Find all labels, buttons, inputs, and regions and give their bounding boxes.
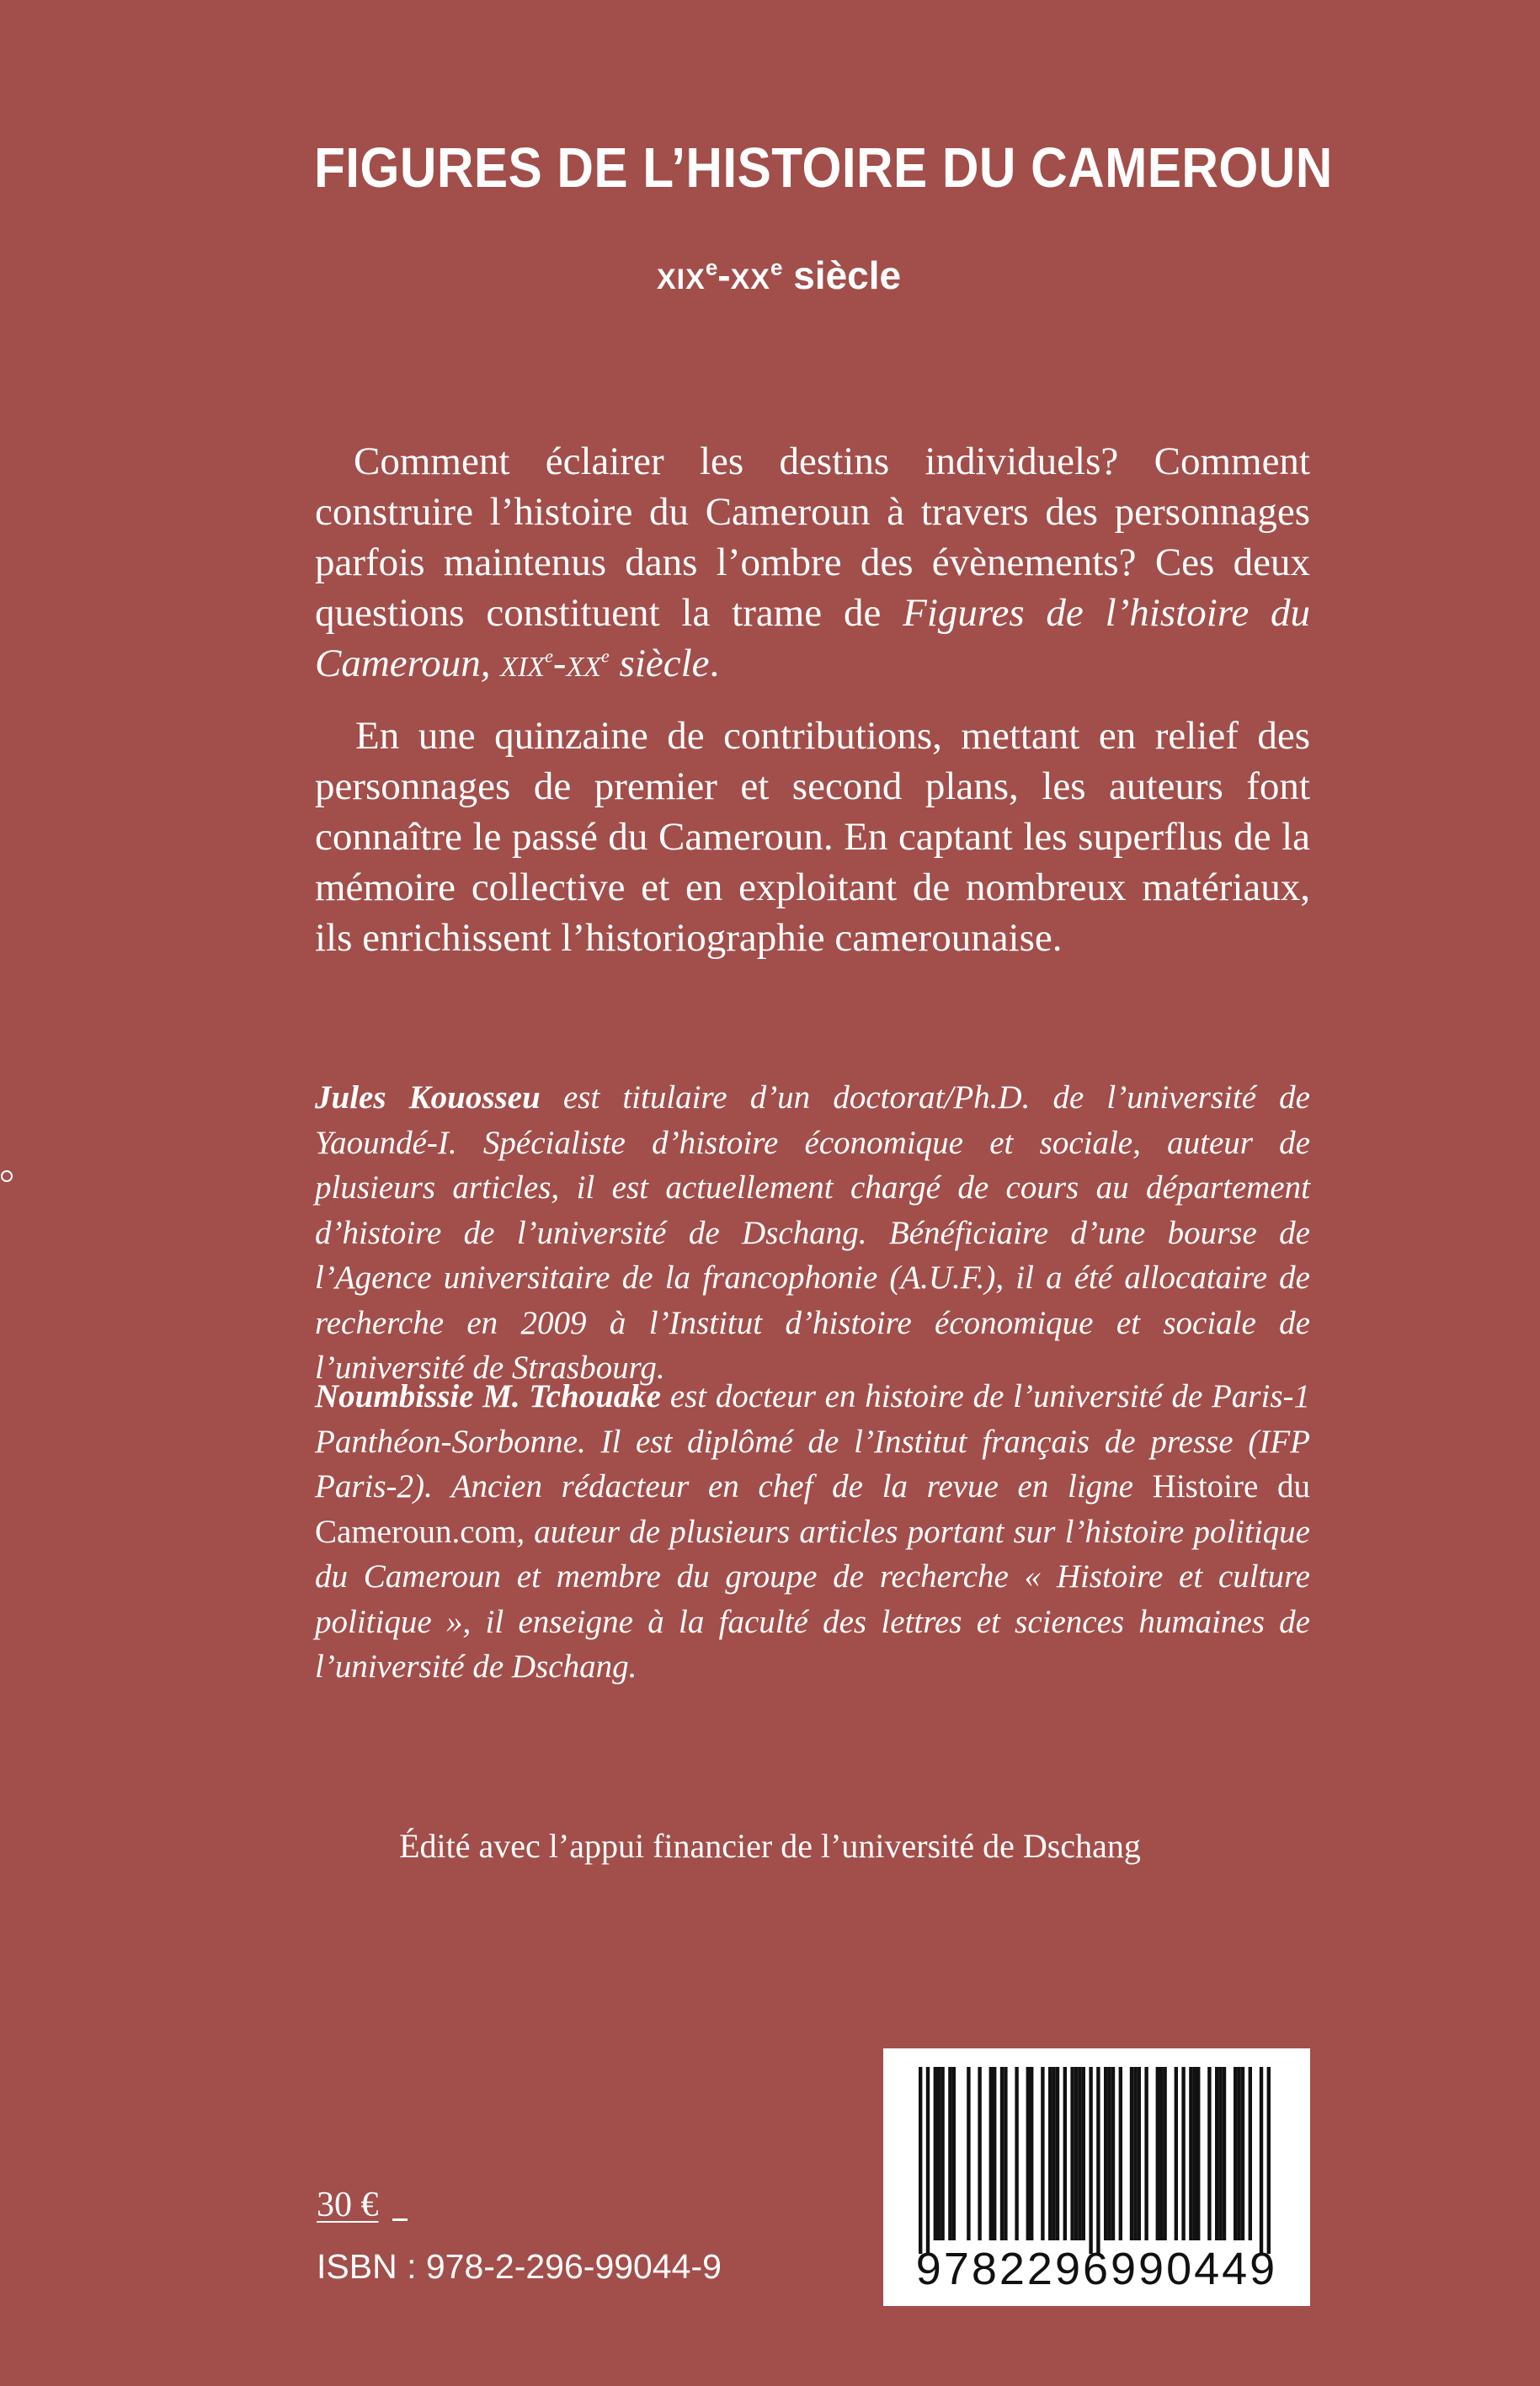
blurb <box>315 436 1310 981</box>
blurb-p1-sup-end: e <box>601 645 610 667</box>
barcode-bar <box>1074 2067 1078 2240</box>
subtitle-superscript-end: e <box>770 254 783 280</box>
barcode-bar <box>952 2067 956 2240</box>
barcode-bar <box>1015 2067 1018 2240</box>
barcode-bar <box>1130 2067 1133 2240</box>
barcode-bar <box>1249 2067 1252 2240</box>
barcode-guard-bar <box>1267 2067 1271 2254</box>
barcode-bar <box>941 2067 944 2240</box>
author-name-1: Jules Kouosseu <box>315 1079 541 1116</box>
blurb-p1-text: Comment éclairer les destins individuels? Comment construire l’histoire du Cameroun à travers des personnages parfois maintenus dans l’ombre des évènements? Ces deux questions constituent la trame de <box>315 439 1310 635</box>
blurb-p1-separator: - <box>552 642 567 685</box>
blurb-p1-title-text: Figures de l’histoire du Cameroun, <box>315 591 1310 685</box>
barcode-bar <box>1056 2067 1059 2240</box>
funding-note: Édité avec l’appui financier de l’université de Dschang <box>399 1827 1141 1865</box>
barcode-bar <box>1000 2067 1004 2240</box>
blurb-p1-century-start: XIX <box>500 652 546 683</box>
barcode-bar <box>1107 2067 1111 2240</box>
blurb-p1-end: . <box>709 642 720 685</box>
book-title: FIGURES DE L’HISTOIRE DU CAMEROUN <box>314 136 1333 200</box>
blurb-p1-sup-start: e <box>545 645 553 667</box>
barcode-bar <box>1026 2067 1030 2240</box>
barcode-bar <box>1104 2067 1107 2240</box>
barcode-bar <box>1181 2067 1185 2240</box>
blurb-paragraph-2: En une quinzaine de contributions, mettant en relief des personnages de premier et second plans, les auteurs font connaître le passé du Cameroun. En captant les superflus de la mémoire collective et en exploitant de nombreux matériaux, ils enrichissent l’historiographie camerounaise. <box>315 714 1310 960</box>
barcode-bar <box>1004 2067 1007 2240</box>
barcode-bar <box>1189 2067 1192 2240</box>
barcode-bar <box>1133 2067 1137 2240</box>
barcode-digits: 9782296990449 <box>915 2244 1278 2294</box>
barcode-bar <box>1237 2067 1240 2240</box>
subtitle-superscript-start: e <box>705 254 718 280</box>
subtitle-century-end: XX <box>730 264 770 296</box>
barcode-bar <box>1070 2067 1074 2240</box>
barcode-bar <box>1223 2067 1226 2240</box>
barcode-bar <box>1111 2067 1115 2240</box>
barcode-bar <box>1159 2067 1163 2240</box>
barcode-bar <box>948 2067 951 2240</box>
barcode-bar <box>1030 2067 1033 2240</box>
blurb-p1-italic-end: siècle <box>609 642 710 685</box>
barcode-bar <box>1082 2067 1085 2240</box>
subtitle-century-start: XIX <box>657 264 706 296</box>
barcode-bar <box>1241 2067 1244 2240</box>
book-subtitle <box>657 254 901 297</box>
barcode-bar <box>1163 2067 1166 2240</box>
barcode-guard-bar <box>1096 2067 1100 2254</box>
barcode <box>883 2048 1310 2306</box>
barcode-bar <box>1144 2067 1148 2240</box>
barcode-guard-bar <box>1260 2067 1263 2254</box>
barcode-bar <box>1207 2067 1211 2240</box>
barcode-bar <box>967 2067 970 2240</box>
barcode-bar <box>1215 2067 1218 2240</box>
barcode-bar <box>993 2067 996 2240</box>
isbn-label: ISBN : 978-2-296-99044-9 <box>317 2247 722 2286</box>
barcode-bar <box>1218 2067 1222 2240</box>
registration-mark-icon <box>1 1170 13 1182</box>
barcode-bar <box>1078 2067 1081 2240</box>
price-value: 30 <box>317 2186 352 2224</box>
barcode-bar <box>1052 2067 1055 2240</box>
barcode-bar <box>1234 2067 1237 2240</box>
barcode-guard-bar <box>919 2067 922 2254</box>
price-currency: € <box>360 2186 379 2224</box>
author-bio-text-2-website: Histoire du Cameroun.com <box>315 1468 1310 1550</box>
blurb-paragraph-1 <box>315 436 1310 693</box>
price <box>317 2184 408 2226</box>
author-bio-text-2-start: est docteur en histoire de l’université de Paris-1 Panthéon-Sorbonne. Il est diplômé de l’Institut français de presse (IFP Paris-2). Ancien rédacteur en chef de la revue en ligne <box>315 1378 1310 1505</box>
barcode-bar <box>937 2067 941 2240</box>
author-bio-text-1: est titulaire d’un doctorat/Ph.D. de l’université de Yaoundé-I. Spécialiste d’histoire économique et sociale, auteur de plusieurs articles, il est actuellement chargé de cours au département d’histoire de l’université de Dschang. Bénéficiaire d’une bourse de l’Agence universitaire de la francophonie (A.U.F.), il a été allocataire de recherche en 2009 à l’Institut d’histoire économique et sociale de l’université de Strasbourg. <box>315 1079 1310 1386</box>
barcode-bar <box>1138 2067 1141 2240</box>
barcode-bar <box>1041 2067 1044 2240</box>
barcode-guard-bar <box>926 2067 930 2254</box>
author-bio-1 <box>315 1075 1310 1391</box>
barcode-bar <box>1193 2067 1196 2240</box>
price-amount <box>317 2186 379 2224</box>
barcode-bar <box>1063 2067 1067 2240</box>
barcode-bar <box>1196 2067 1200 2240</box>
barcode-bar <box>978 2067 981 2240</box>
subtitle-word: siècle <box>782 253 902 297</box>
barcode-bar <box>1119 2067 1122 2240</box>
barcode-guard-bar <box>1089 2067 1092 2254</box>
barcode-bar <box>989 2067 993 2240</box>
barcode-bar <box>1156 2067 1159 2240</box>
barcode-bar <box>1048 2067 1052 2240</box>
barcode-bar <box>1175 2067 1178 2240</box>
barcode-bar <box>934 2067 937 2240</box>
blurb-p1-century-end: XX <box>566 652 602 683</box>
price-tick-mark <box>392 2218 408 2221</box>
author-bio-2 <box>315 1374 1310 1690</box>
author-bio-text-2-end: , auteur de plusieurs articles portant sur l’histoire politique du Cameroun et membre du groupe de recherche « Histoire et culture politique », il enseigne à la faculté des lettres et sciences humaines de l’université de Dschang. <box>315 1513 1310 1685</box>
subtitle-separator: - <box>717 253 731 297</box>
author-name-2: Noumbissie M. Tchouake <box>315 1378 662 1414</box>
